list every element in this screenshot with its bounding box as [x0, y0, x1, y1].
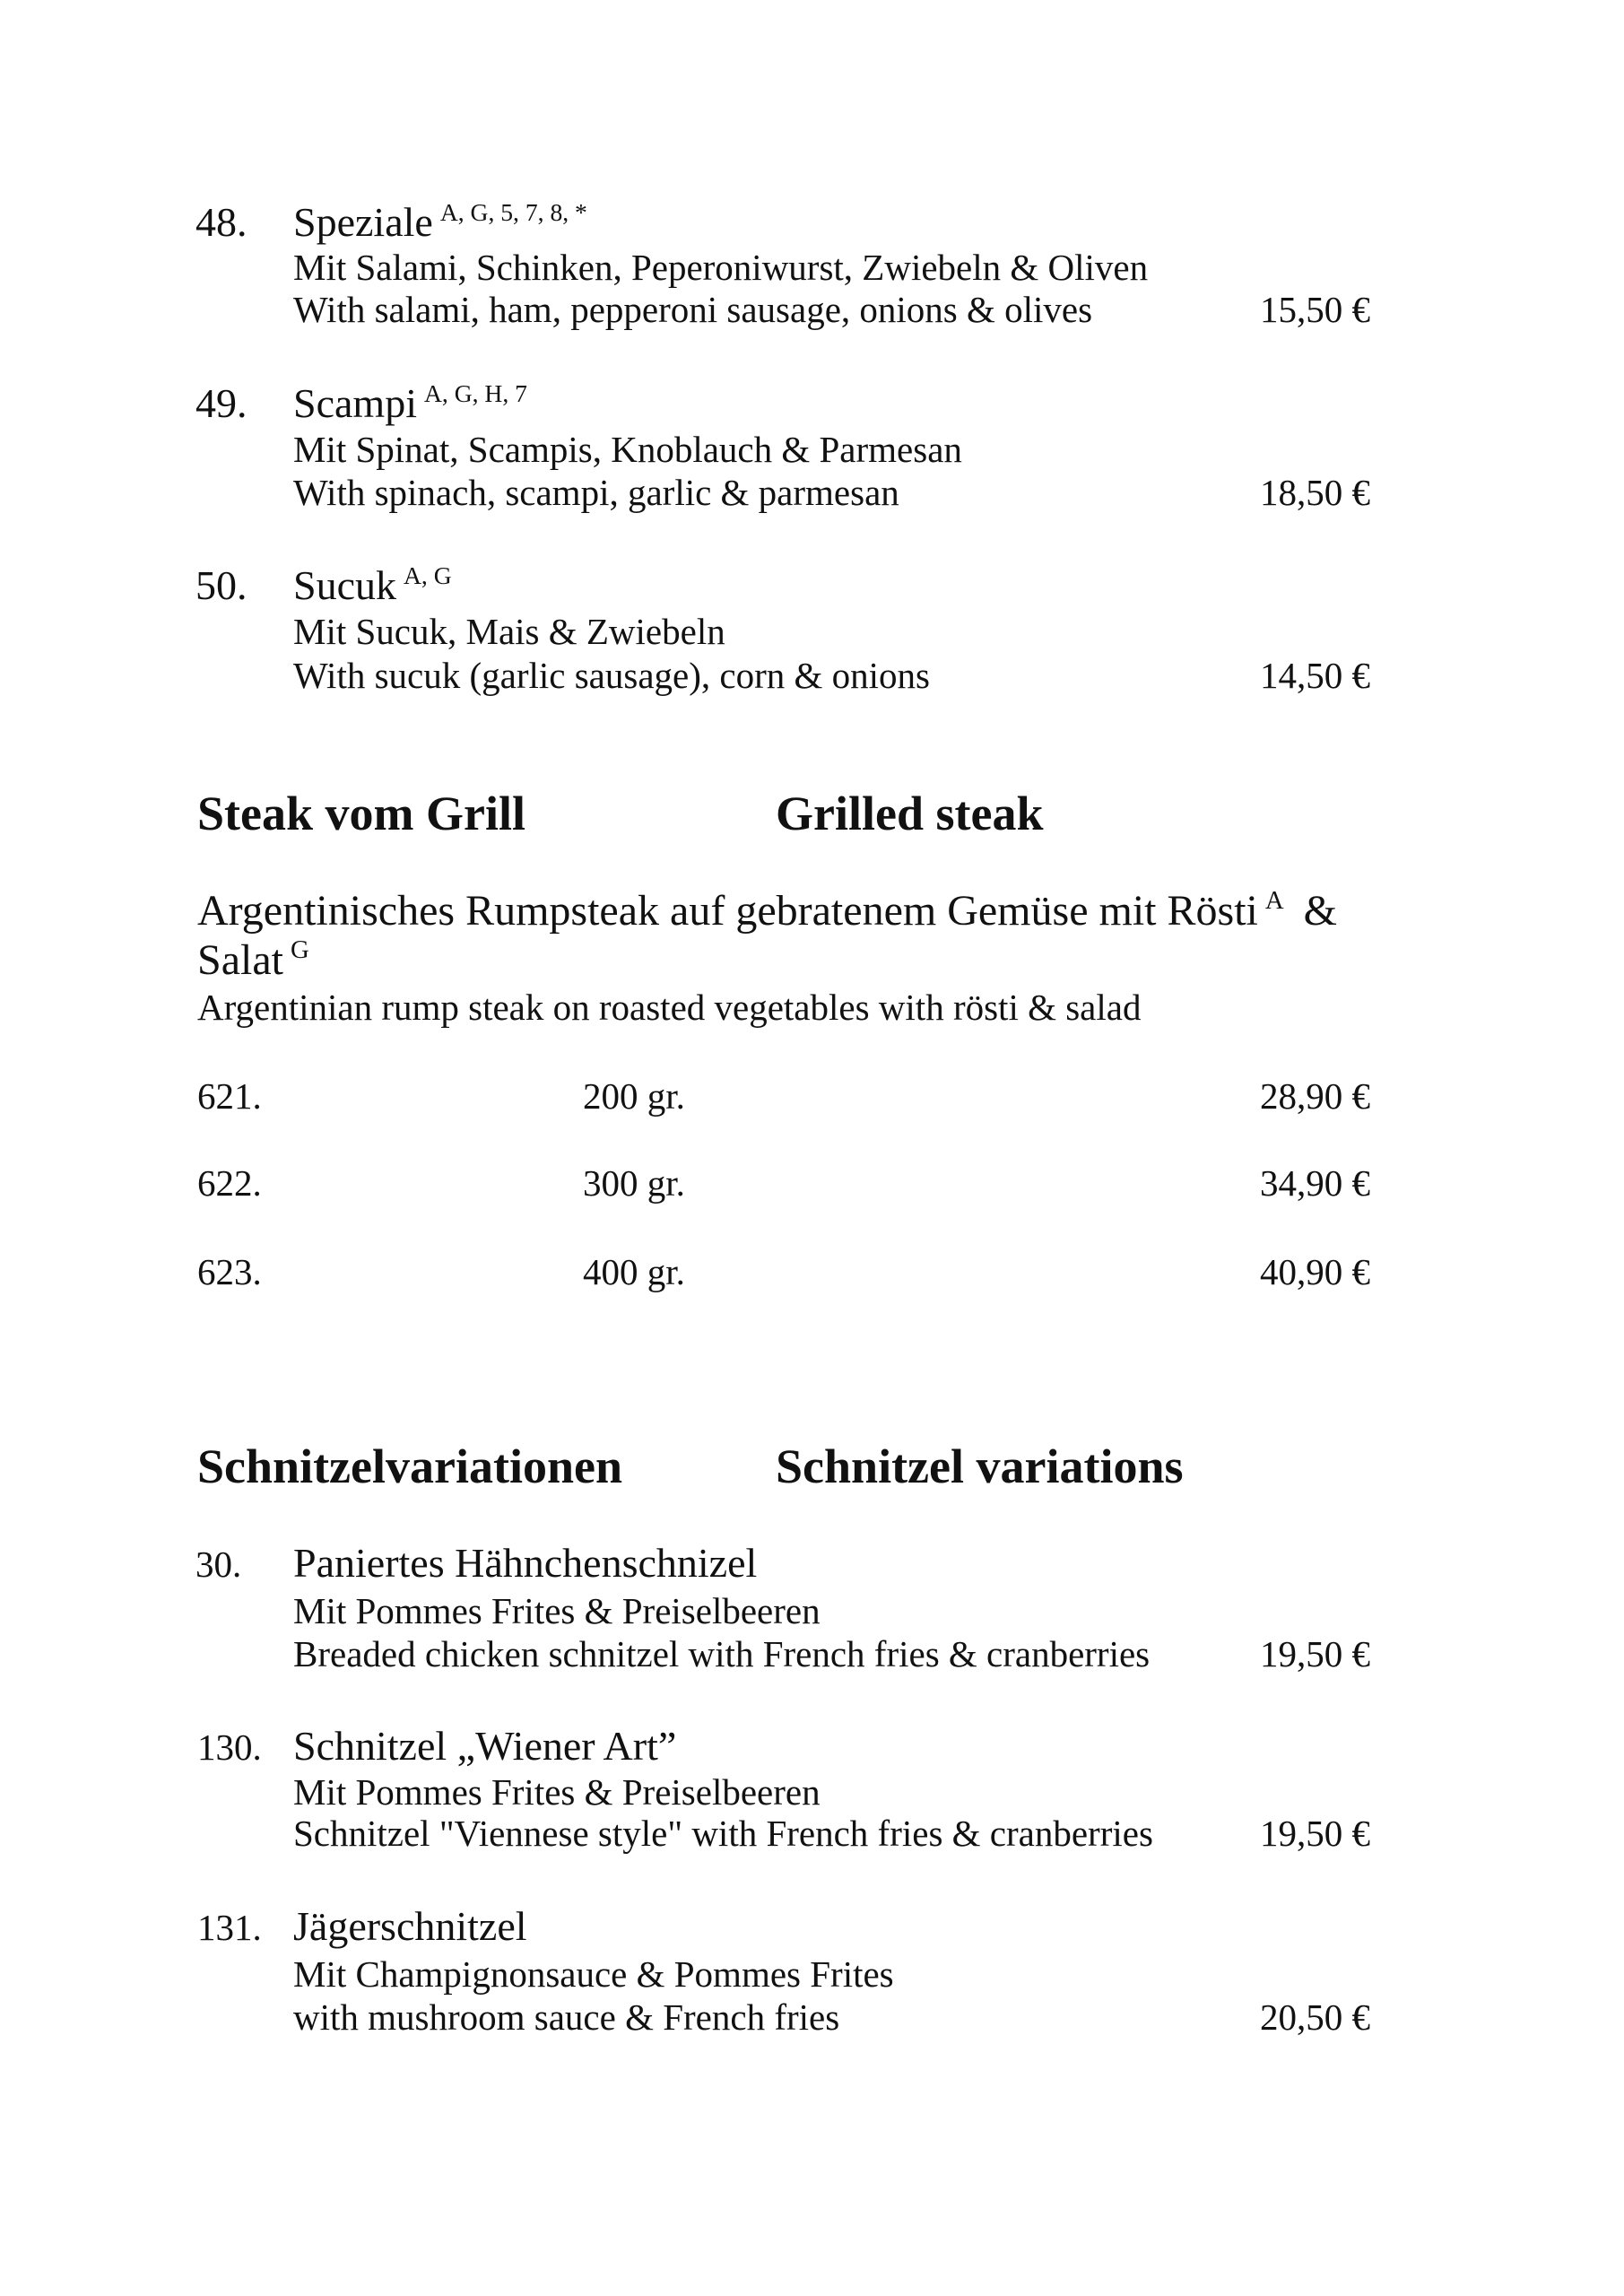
item-number: 623. [197, 1251, 262, 1292]
item-description-de: Mit Pommes Frites & Preiselbeeren [293, 1771, 821, 1813]
allergen-codes: A, G [404, 561, 452, 589]
item-price: 19,50 € [1260, 1813, 1370, 1854]
item-description-en: Breaded chicken schnitzel with French fries & cranberries [293, 1633, 1151, 1674]
steak-intro-de-line2 [197, 935, 309, 984]
item-name: Sucuk [293, 562, 396, 608]
item-description-en: with mushroom sauce & French fries [293, 1996, 840, 2038]
item-title [293, 561, 452, 608]
item-price: 20,50 € [1260, 1996, 1370, 2038]
intro-text: Argentinisches Rumpsteak auf gebratenem Gemüse mit Rösti [197, 887, 1258, 935]
item-title [293, 197, 587, 245]
item-description-de: Mit Sucuk, Mais & Zwiebeln [293, 611, 725, 652]
item-price: 34,90 € [1260, 1162, 1370, 1204]
allergen-codes: A [1264, 886, 1284, 916]
item-description-de: Mit Champignonsauce & Pommes Frites [293, 1953, 894, 1995]
item-number: 49. [195, 380, 248, 426]
item-description-en: With sucuk (garlic sausage), corn & onions [293, 655, 930, 696]
section-heading-de: Steak vom Grill [197, 787, 525, 840]
item-name: Scampi [293, 380, 417, 426]
item-description-de: Mit Salami, Schinken, Peperoniwurst, Zwiebeln & Oliven [293, 247, 1149, 288]
item-price: 19,50 € [1260, 1633, 1370, 1674]
item-number: 30. [195, 1544, 242, 1585]
item-name: Paniertes Hähnchenschnizel [293, 1540, 758, 1586]
item-price: 15,50 € [1260, 289, 1370, 330]
steak-weight: 400 gr. [583, 1251, 685, 1292]
item-description-de: Mit Spinat, Scampis, Knoblauch & Parmesan [293, 429, 962, 470]
section-heading-en: Schnitzel variations [776, 1439, 1184, 1493]
allergen-codes: A, G, H, 7 [423, 378, 527, 407]
section-heading-de: Schnitzelvariationen [197, 1439, 622, 1493]
item-description-en: With salami, ham, pepperoni sausage, onions & olives [293, 289, 1093, 330]
allergen-codes: G [290, 935, 309, 965]
item-price: 18,50 € [1260, 472, 1370, 513]
item-price: 14,50 € [1260, 655, 1370, 696]
item-number: 48. [195, 199, 248, 245]
steak-weight: 200 gr. [583, 1075, 685, 1117]
item-description-en: Schnitzel "Viennese style" with French fries & cranberries [293, 1813, 1153, 1854]
item-number: 621. [197, 1075, 262, 1117]
allergen-codes: A, G, 5, 7, 8, * [439, 197, 587, 226]
item-name: Schnitzel „Wiener Art” [293, 1723, 677, 1769]
steak-weight: 300 gr. [583, 1162, 685, 1204]
item-number: 131. [197, 1907, 262, 1948]
section-heading-en: Grilled steak [776, 787, 1044, 840]
item-description-en: With spinach, scampi, garlic & parmesan [293, 472, 899, 513]
item-number: 622. [197, 1162, 262, 1204]
steak-intro-de-line1 [197, 886, 1338, 935]
item-price: 28,90 € [1260, 1075, 1370, 1117]
steak-intro-en: Argentinian rump steak on roasted vegetables with rösti & salad [197, 987, 1142, 1028]
item-number: 130. [197, 1726, 262, 1768]
item-name: Jägerschnitzel [293, 1903, 527, 1949]
item-title [293, 378, 527, 426]
item-description-de: Mit Pommes Frites & Preiselbeeren [293, 1590, 821, 1631]
intro-text: Salat [197, 936, 283, 984]
item-price: 40,90 € [1260, 1251, 1370, 1292]
item-number: 50. [195, 562, 248, 608]
item-name: Speziale [293, 199, 433, 245]
intro-text-end: & [1303, 887, 1338, 935]
